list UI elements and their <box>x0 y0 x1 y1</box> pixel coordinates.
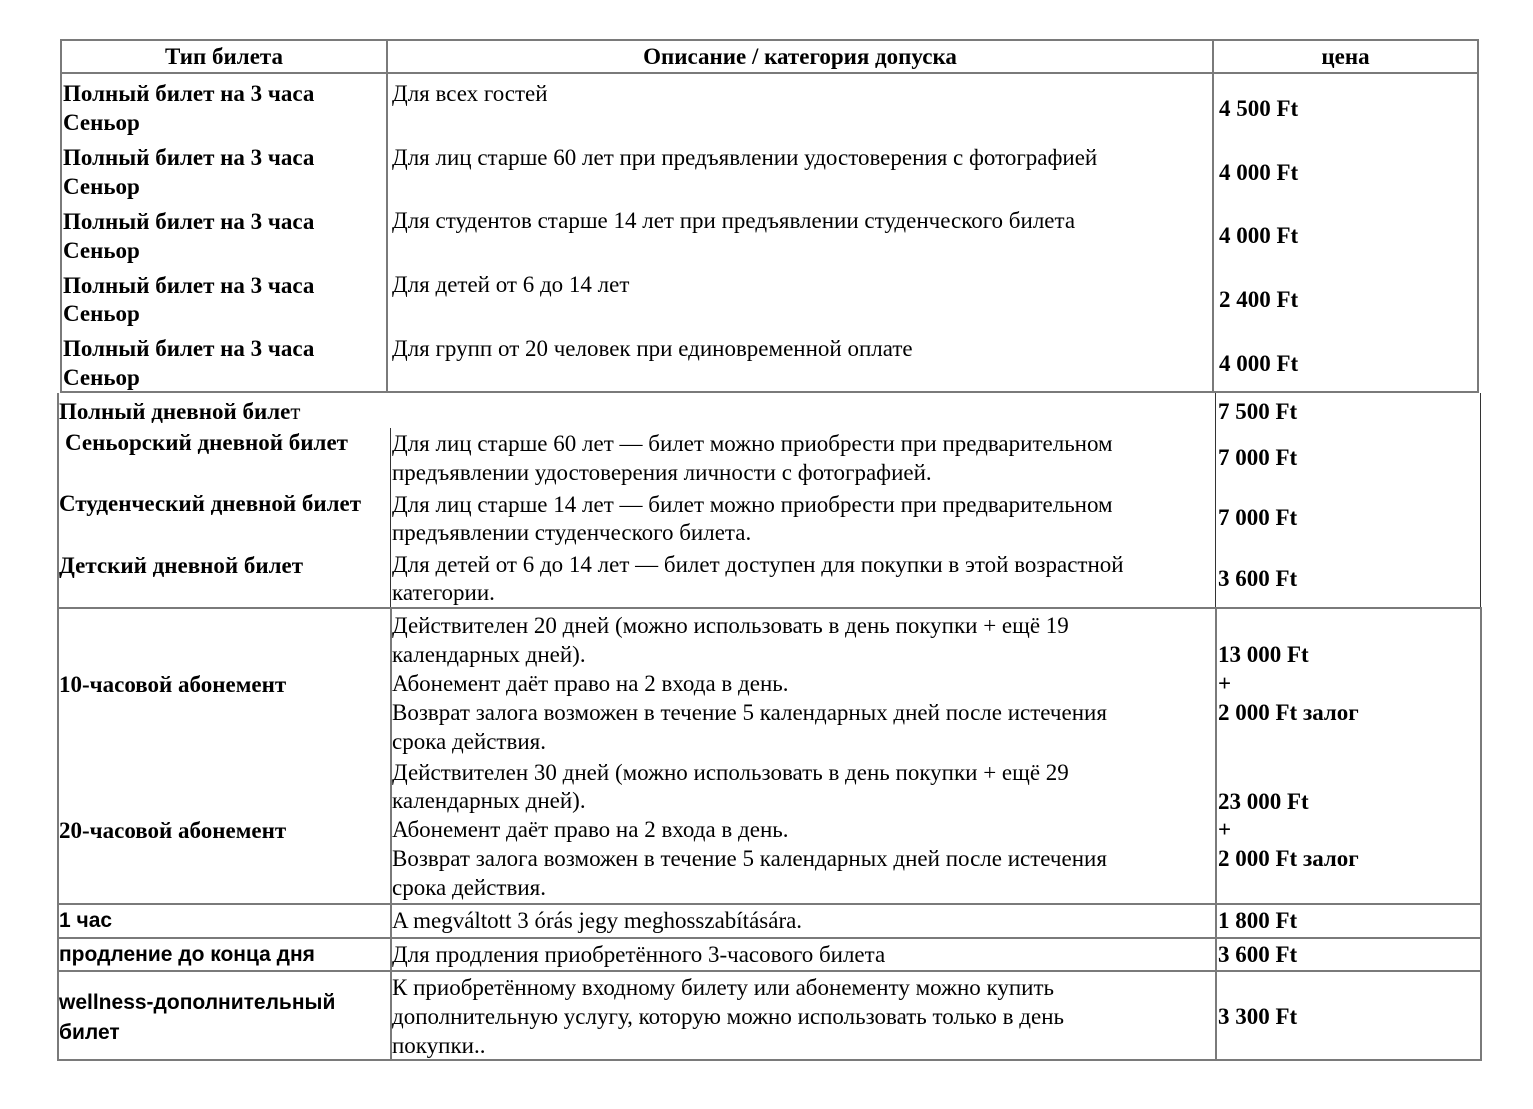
ticket-description: Для детей от 6 до 14 лет — билет доступен для покупки в этой возрастной <box>392 552 1124 577</box>
table-border <box>390 428 391 608</box>
ticket-description: предъявлении удостоверения личности с фотографией. <box>392 460 932 485</box>
table-border <box>1480 607 1482 1061</box>
ticket-price: 4 000 Ft <box>1219 351 1299 376</box>
ticket-type: Полный билет на 3 часа <box>63 336 315 361</box>
table-border <box>60 72 1479 74</box>
ticket-price: 23 000 Ft <box>1218 789 1309 814</box>
price-plus: + <box>1218 817 1232 842</box>
ticket-type: Полный билет на 3 часа <box>63 209 315 234</box>
ticket-description: Для продления приобретённого 3-часового билета <box>392 942 886 967</box>
ticket-description: категории. <box>392 580 495 605</box>
ticket-description: Абонемент даёт право на 2 входа в день. <box>392 817 789 842</box>
ticket-description: срока действия. <box>392 729 546 754</box>
ticket-type: продление до конца дня <box>59 943 315 966</box>
table-border <box>1477 39 1479 393</box>
ticket-description: дополнительную услугу, которую можно использовать только в день <box>392 1004 1064 1029</box>
table-border <box>60 39 62 393</box>
ticket-price: 7 000 Ft <box>1218 445 1298 470</box>
ticket-price: 3 600 Ft <box>1218 942 1298 967</box>
ticket-description: Для лиц старше 14 лет — билет можно приобрести при предварительном <box>392 492 1113 517</box>
ticket-type: Полный билет на 3 часа <box>63 145 315 170</box>
ticket-description: Для детей от 6 до 14 лет <box>392 272 630 297</box>
table-border <box>1212 39 1214 393</box>
price-plus: + <box>1218 671 1232 696</box>
ticket-price: 1 800 Ft <box>1218 908 1298 933</box>
ticket-type: Сеньорский дневной билет <box>65 430 348 455</box>
ticket-price: 13 000 Ft <box>1218 642 1309 667</box>
ticket-type: 20-часовой абонемент <box>59 818 287 843</box>
table-border <box>1215 393 1216 608</box>
ticket-price: 7 500 Ft <box>1218 399 1298 424</box>
ticket-price: 3 600 Ft <box>1218 566 1298 591</box>
ticket-type-bold: Полный дневной биле <box>59 399 291 424</box>
ticket-type-regular: т <box>290 399 301 424</box>
ticket-type: билет <box>59 1021 120 1044</box>
ticket-description: Для всех гостей <box>392 81 548 106</box>
ticket-subtype: Сеньор <box>63 365 140 390</box>
ticket-type: Детский дневной билет <box>59 553 304 578</box>
ticket-subtype: Сеньор <box>63 238 140 263</box>
ticket-type <box>59 397 300 426</box>
ticket-description: Абонемент даёт право на 2 входа в день. <box>392 671 789 696</box>
ticket-description: Для лиц старше 60 лет — билет можно приобрести при предварительном <box>392 431 1113 456</box>
ticket-description: Действителен 20 дней (можно использовать в день покупки + ещё 19 <box>392 613 1069 638</box>
table-border <box>57 903 1482 905</box>
ticket-description: срока действия. <box>392 875 546 900</box>
ticket-description: Возврат залога возможен в течение 5 календарных дней после истечения <box>392 846 1107 871</box>
ticket-description: A megváltott 3 órás jegy meghosszabítására. <box>392 908 803 933</box>
ticket-description: Для лиц старше 60 лет при предъявлении удостоверения с фотографией <box>392 145 1098 170</box>
column-header-description: Описание / категория допуска <box>643 44 957 69</box>
ticket-subtype: Сеньор <box>63 174 140 199</box>
column-header-type: Тип билета <box>165 44 283 69</box>
ticket-description: Для групп от 20 человек при единовременной оплате <box>392 336 913 361</box>
table-border <box>386 39 388 393</box>
ticket-type: Полный билет на 3 часа <box>63 81 315 106</box>
ticket-subtype: Сеньор <box>63 110 140 135</box>
ticket-price: 4 000 Ft <box>1219 223 1299 248</box>
deposit-price: 2 000 Ft залог <box>1218 846 1359 871</box>
table-border <box>57 970 1482 972</box>
deposit-price: 2 000 Ft залог <box>1218 700 1359 725</box>
ticket-price: 4 000 Ft <box>1219 160 1299 185</box>
table-border <box>60 391 1479 393</box>
column-header-price: цена <box>1321 44 1370 69</box>
ticket-type: 1 час <box>59 909 113 932</box>
ticket-description: Действителен 30 дней (можно использовать в день покупки + ещё 29 <box>392 760 1069 785</box>
ticket-type: Полный билет на 3 часа <box>63 273 315 298</box>
ticket-description: предъявлении студенческого билета. <box>392 520 752 545</box>
ticket-type: wellness-дополнительный <box>59 991 336 1014</box>
table-border <box>1480 393 1481 608</box>
ticket-description: Возврат залога возможен в течение 5 календарных дней после истечения <box>392 700 1107 725</box>
ticket-price: 3 300 Ft <box>1218 1004 1298 1029</box>
table-border <box>57 937 1482 939</box>
table-border <box>1215 607 1217 1061</box>
ticket-price: 7 000 Ft <box>1218 505 1298 530</box>
table-border <box>57 607 1481 609</box>
ticket-type: Студенческий дневной билет <box>59 491 362 516</box>
ticket-description: Для студентов старше 14 лет при предъявлении студенческого билета <box>392 208 1076 233</box>
ticket-price: 2 400 Ft <box>1219 287 1299 312</box>
ticket-type: 10-часовой абонемент <box>59 672 287 697</box>
ticket-description: К приобретённому входному билету или абонементу можно купить <box>392 975 1055 1000</box>
ticket-description: календарных дней). <box>392 788 586 813</box>
ticket-price: 4 500 Ft <box>1219 96 1299 121</box>
ticket-subtype: Сеньор <box>63 301 140 326</box>
table-border <box>57 1059 1482 1061</box>
ticket-description: календарных дней). <box>392 642 586 667</box>
ticket-description: покупки.. <box>392 1033 486 1058</box>
table-border <box>60 39 1479 41</box>
